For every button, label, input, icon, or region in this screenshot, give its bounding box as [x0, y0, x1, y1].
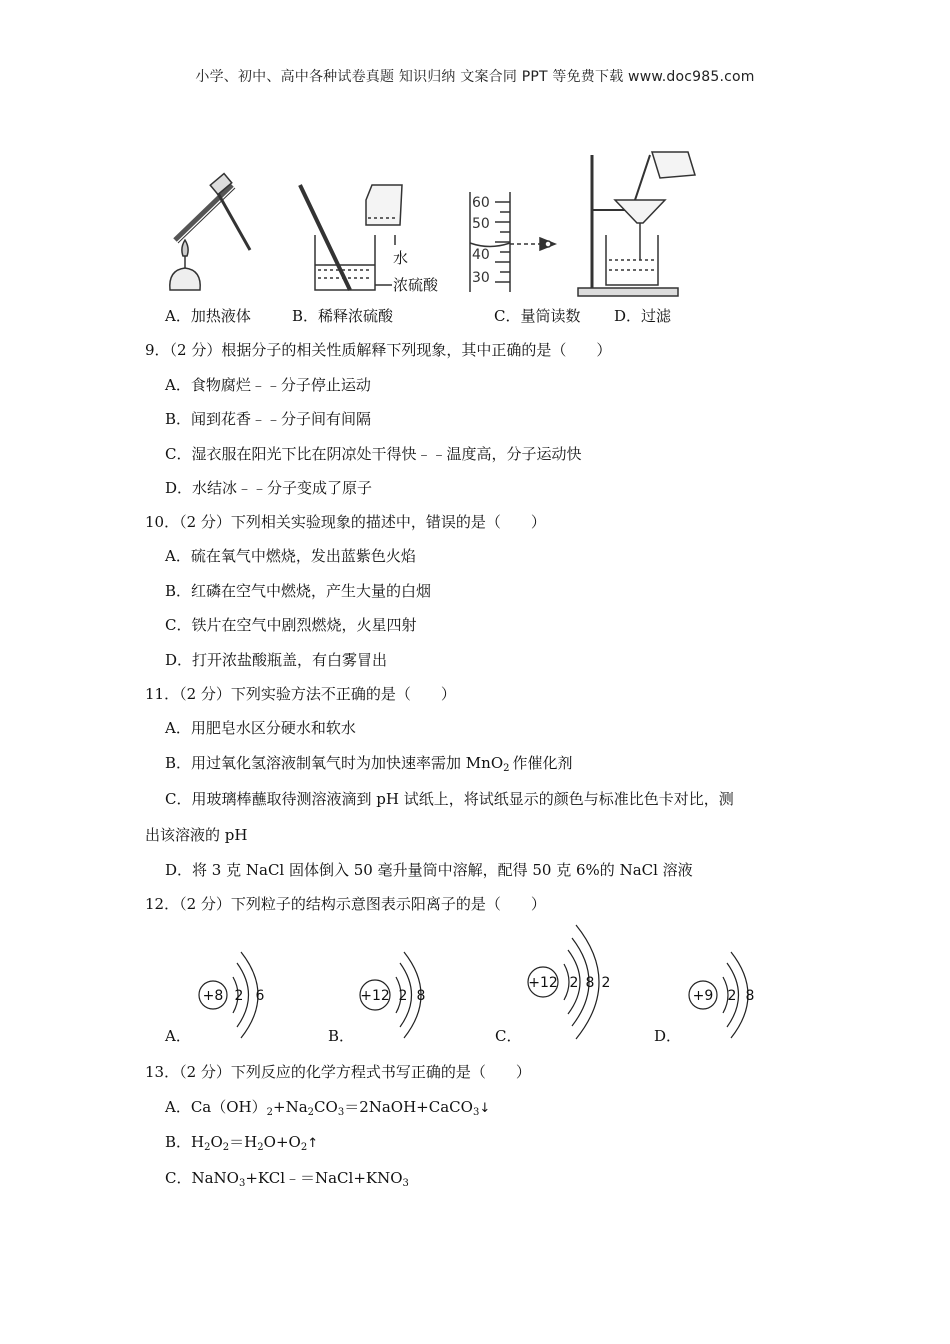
particle-b-shell-1: 2: [398, 988, 408, 1004]
q13-option-b[interactable]: [165, 1132, 318, 1154]
particle-a-nucleus-charge: +8: [202, 988, 224, 1004]
q12-particle-diagrams: [0, 920, 950, 1050]
eq-b-sub2: 2: [222, 1142, 230, 1153]
precipitate-arrow-icon: ↓: [479, 1101, 491, 1116]
filtration-figure: [578, 152, 695, 296]
q11-option-b-tail: 作催化剂: [512, 754, 573, 772]
q12-option-c[interactable]: C．: [495, 1027, 522, 1045]
eq-c-sub2: 3: [402, 1178, 409, 1189]
q9-option-b[interactable]: B．闻到花香﹣﹣分子间有间隔: [165, 410, 372, 428]
q9-stem: 9．（2 分）根据分子的相关性质解释下列现象，其中正确的是（ ）: [145, 341, 612, 359]
eq-b-sub4: 2: [300, 1142, 308, 1153]
q10-option-b[interactable]: B．红磷在空气中燃烧，产生大量的白烟: [165, 582, 432, 600]
q12-stem: 12．（2 分）下列粒子的结构示意图表示阳离子的是（ ）: [145, 895, 546, 913]
eq-b-part4: O+O: [263, 1133, 301, 1151]
q11-option-b-sub: 2: [503, 763, 510, 774]
q12-option-b[interactable]: B．: [328, 1027, 355, 1045]
particle-a-shell-1: 2: [234, 988, 244, 1004]
q13-option-c[interactable]: [165, 1168, 409, 1188]
particle-c-nucleus-charge: +12: [528, 975, 558, 991]
eq-a-sub4: 3: [472, 1107, 480, 1118]
q9-option-a[interactable]: A．食物腐烂﹣﹣分子停止运动: [165, 376, 371, 394]
q11-option-d[interactable]: D．将 3 克 NaCl 固体倒入 50 毫升量筒中溶解，配得 50 克 6%的 NaCl 溶液: [165, 861, 693, 879]
q11-option-b[interactable]: [165, 753, 573, 773]
dilute-acid-figure: [300, 185, 402, 290]
particle-c-shell-2: 8: [585, 975, 595, 991]
eq-a-sub2: 2: [307, 1107, 315, 1118]
particle-b-shell-2: 8: [416, 988, 426, 1004]
q9-option-c[interactable]: C．湿衣服在阳光下比在阴凉处干得快﹣﹣温度高，分子运动快: [165, 445, 582, 463]
q8-option-a[interactable]: A．加热液体: [165, 307, 251, 325]
q11-option-a[interactable]: A．用肥皂水区分硬水和软水: [165, 719, 356, 737]
acid-label: 浓硫酸: [393, 276, 439, 294]
q11-option-b-text: B．用过氧化氢溶液制氧气时为加快速率需加 MnO: [165, 754, 504, 772]
water-label: 水: [393, 249, 409, 267]
q10-option-a[interactable]: A．硫在氧气中燃烧，发出蓝紫色火焰: [165, 547, 416, 565]
q8-option-d[interactable]: D．过滤: [614, 307, 672, 325]
q8-option-b[interactable]: B．稀释浓硫酸: [292, 307, 394, 325]
eq-b-sub1: 2: [204, 1142, 211, 1153]
q8-figures: [0, 140, 950, 310]
q13-stem: 13．（2 分）下列反应的化学方程式书写正确的是（ ）: [145, 1063, 531, 1081]
eq-a-part3: CO: [314, 1098, 338, 1116]
q10-option-c[interactable]: C．铁片在空气中剧烈燃烧，火星四射: [165, 616, 417, 634]
q8-option-c[interactable]: C．量筒读数: [494, 307, 581, 325]
eq-c-part2: +KCl﹣＝NaCl+KNO: [245, 1169, 403, 1187]
particle-a-shell-2: 6: [255, 988, 265, 1004]
q11-option-c-line2: 出该溶液的 pH: [145, 826, 248, 844]
eq-c-sub1: 3: [238, 1178, 246, 1189]
q8-option-row: [165, 306, 865, 326]
cylinder-tick-60: 60: [472, 195, 490, 211]
eq-b-part2: O: [210, 1133, 223, 1151]
heating-liquid-figure: [170, 174, 250, 290]
eq-a-sub1: 2: [266, 1107, 274, 1118]
particle-c-shell-3: 2: [601, 975, 611, 991]
eq-a-part2: +Na: [273, 1098, 308, 1116]
cylinder-tick-30: 30: [472, 270, 490, 286]
q9-option-d[interactable]: D．水结冰﹣﹣分子变成了原子: [165, 479, 373, 497]
cylinder-tick-50: 50: [472, 216, 490, 232]
cylinder-tick-40: 40: [472, 247, 490, 263]
eq-a-part4: ＝2NaOH+CaCO: [344, 1098, 473, 1116]
gas-arrow-icon: ↑: [307, 1136, 319, 1151]
particle-d-nucleus-charge: +9: [692, 988, 714, 1004]
page-header: 小学、初中、高中各种试卷真题 知识归纳 文案合同 PPT 等免费下载 www.doc985.com: [195, 69, 755, 85]
particle-c-shell-1: 2: [569, 975, 579, 991]
q11-option-c-line1[interactable]: C．用玻璃棒蘸取待测溶液滴到 pH 试纸上，将试纸显示的颜色与标准比色卡对比，测: [165, 790, 734, 808]
q10-stem: 10．（2 分）下列相关实验现象的描述中，错误的是（ ）: [145, 513, 546, 531]
particle-d-shell-1: 2: [727, 988, 737, 1004]
q10-option-d[interactable]: D．打开浓盐酸瓶盖，有白雾冒出: [165, 651, 388, 669]
eq-b-sub3: 2: [257, 1142, 264, 1153]
eq-b-part3: ＝H: [229, 1133, 258, 1151]
eq-a-sub3: 3: [337, 1107, 345, 1118]
particle-d-shell-2: 8: [745, 988, 755, 1004]
eq-c-part1: C．NaNO: [165, 1169, 239, 1187]
eq-b-part1: B．H: [165, 1133, 205, 1151]
q11-stem: 11．（2 分）下列实验方法不正确的是（ ）: [145, 685, 456, 703]
q13-option-a[interactable]: [165, 1097, 490, 1119]
particle-b-nucleus-charge: +12: [360, 988, 390, 1004]
eq-a-part1: A．Ca（OH）: [165, 1098, 267, 1116]
q12-option-a[interactable]: A．: [165, 1027, 191, 1045]
q12-option-d[interactable]: D．: [654, 1027, 682, 1045]
